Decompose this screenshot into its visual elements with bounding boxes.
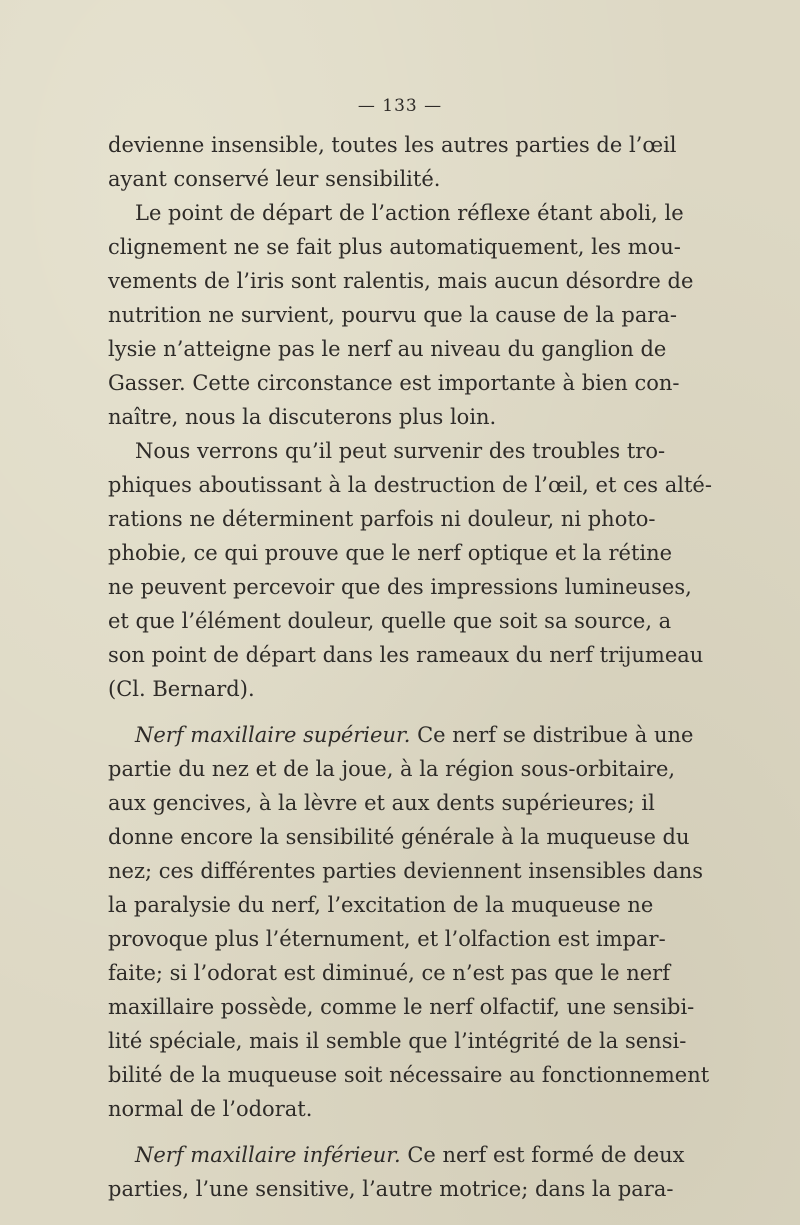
text-run: Ce nerf se distribue à une xyxy=(417,723,694,747)
page-number: — 133 — xyxy=(357,96,443,116)
section-first-line xyxy=(108,718,694,752)
text-line: provoque plus l’éternument, et l’olfaction est impar- xyxy=(108,927,666,951)
text-line: maxillaire possède, comme le nerf olfactif, une sensibi- xyxy=(108,995,695,1019)
text-line: normal de l’odorat. xyxy=(108,1097,313,1121)
text-line: Nous verrons qu’il peut survenir des troubles tro- xyxy=(135,439,666,463)
text-line: faite; si l’odorat est diminué, ce n’est pas que le nerf xyxy=(108,961,670,985)
text-line: donne encore la sensibilité générale à la muqueuse du xyxy=(108,825,690,849)
text-line: rations ne déterminent parfois ni douleur, ni photo- xyxy=(108,507,656,531)
text-line: devienne insensible, toutes les autres parties de l’œil xyxy=(108,133,677,157)
text-line: naître, nous la discuterons plus loin. xyxy=(108,405,497,429)
text-line: aux gencives, à la lèvre et aux dents supérieures; il xyxy=(108,791,655,815)
text-line: son point de départ dans les rameaux du nerf trijumeau xyxy=(108,643,704,667)
text-line: nutrition ne survient, pourvu que la cause de la para- xyxy=(108,303,677,327)
paragraph-continuation xyxy=(108,128,677,196)
text-line: partie du nez et de la joue, à la région sous-orbitaire, xyxy=(108,757,676,781)
section-first-line xyxy=(108,1138,685,1172)
body-text xyxy=(108,128,712,1206)
text-run: Ce nerf est formé de deux xyxy=(407,1143,685,1167)
section-maxillaire-inferieur xyxy=(108,1138,685,1206)
section-heading: Nerf maxillaire inférieur. xyxy=(135,1143,401,1167)
text-line: phiques aboutissant à la destruction de l’œil, et ces alté- xyxy=(108,473,712,497)
text-line: la paralysie du nerf, l’excitation de la muqueuse ne xyxy=(108,893,654,917)
text-line: nez; ces différentes parties deviennent insensibles dans xyxy=(108,859,704,883)
text-line: clignement ne se fait plus automatiquement, les mou- xyxy=(108,235,681,259)
text-line: Gasser. Cette circonstance est importante à bien con- xyxy=(108,371,680,395)
text-line: et que l’élément douleur, quelle que soit sa source, a xyxy=(108,609,672,633)
section-heading: Nerf maxillaire supérieur. xyxy=(135,723,411,747)
section-maxillaire-superieur xyxy=(108,718,710,1126)
text-line: parties, l’une sensitive, l’autre motrice; dans la para- xyxy=(108,1177,674,1201)
paragraph-reflex xyxy=(108,196,694,434)
text-line: lysie n’atteigne pas le nerf au niveau du ganglion de xyxy=(108,337,667,361)
paragraph-trophic xyxy=(108,434,712,706)
text-line: vements de l’iris sont ralentis, mais aucun désordre de xyxy=(108,269,694,293)
text-line: phobie, ce qui prouve que le nerf optique et la rétine xyxy=(108,541,673,565)
text-line: ne peuvent percevoir que des impressions lumineuses, xyxy=(108,575,692,599)
text-line: bilité de la muqueuse soit nécessaire au fonctionnement xyxy=(108,1063,710,1087)
text-line: lité spéciale, mais il semble que l’intégrité de la sensi- xyxy=(108,1029,687,1053)
text-line: (Cl. Bernard). xyxy=(108,677,255,701)
text-line: Le point de départ de l’action réflexe étant aboli, le xyxy=(135,201,684,225)
text-line: ayant conservé leur sensibilité. xyxy=(108,167,441,191)
